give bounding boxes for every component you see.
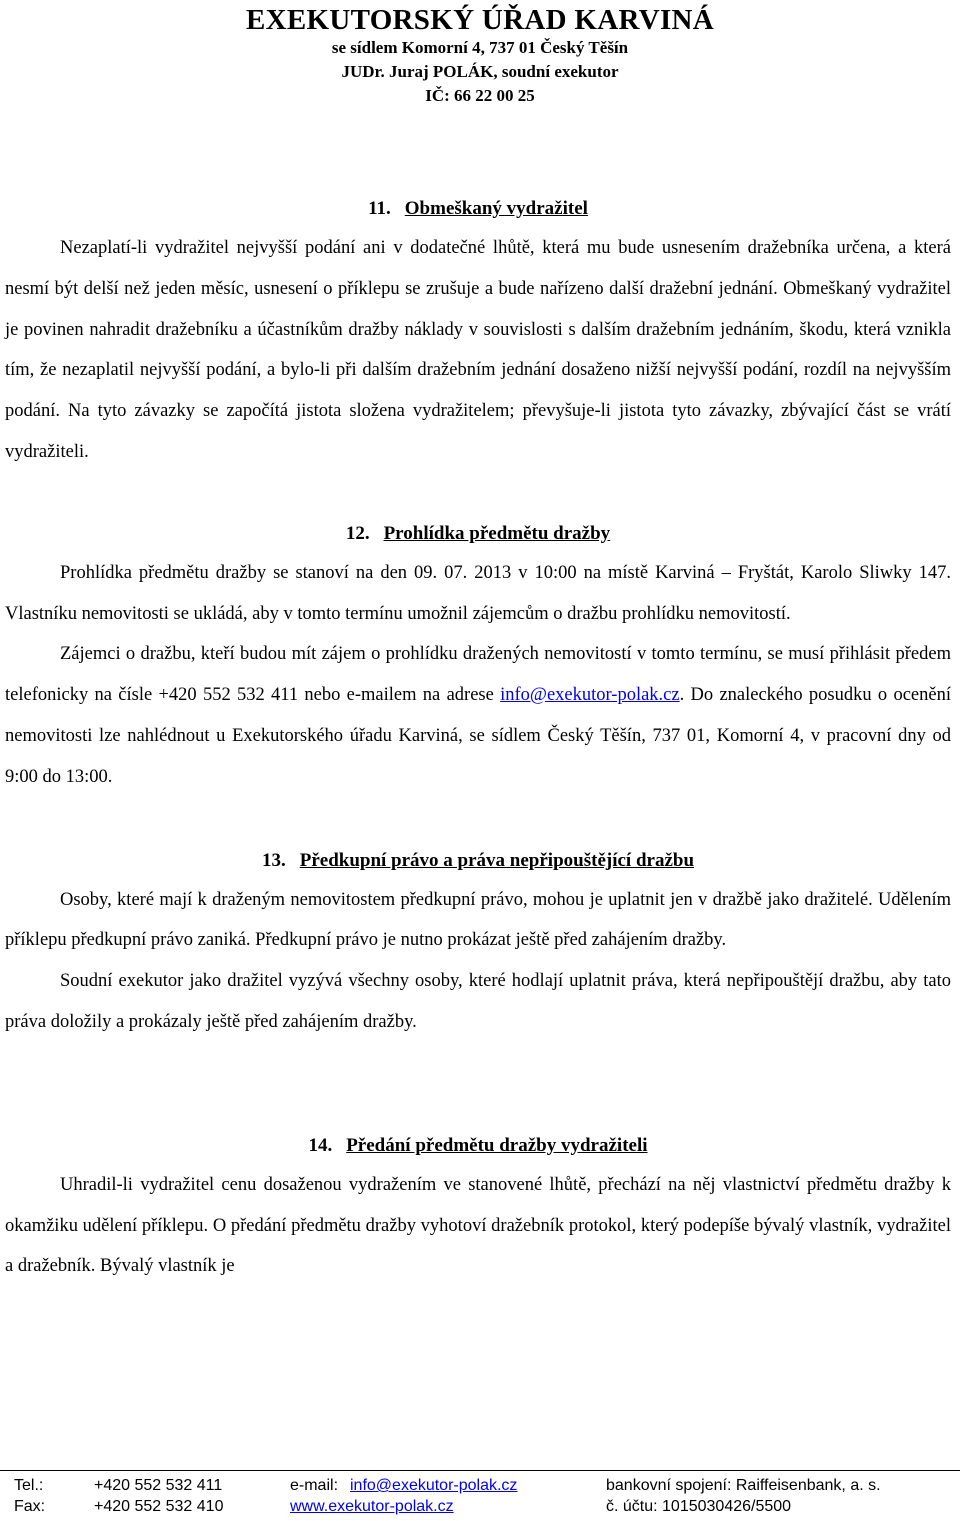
footer-email-link[interactable]: info@exekutor-polak.cz — [350, 1477, 518, 1494]
document-body — [5, 190, 951, 1287]
tel-label: Tel.: — [14, 1477, 44, 1494]
section-11-heading — [5, 190, 951, 228]
office-title: EXEKUTORSKÝ ÚŘAD KARVINÁ — [245, 4, 715, 36]
email-label: e-mail: — [290, 1477, 339, 1494]
section-title: Obmeškaný vydražitel — [404, 198, 588, 219]
section-number: 13. — [261, 849, 286, 871]
section-title: Předkupní právo a práva nepřipouštějící dražbu — [299, 849, 695, 871]
section-12-heading — [5, 515, 951, 553]
section-13-heading — [5, 842, 951, 880]
section-14-heading — [5, 1127, 951, 1165]
paragraph-text: Zájemci o dražbu, kteří budou mít zájem o prohlídku dražených nemovitostí v tomto termínu, se musí přihlásit předem telefonicky na čísle +420 552 532 411 nebo e-mailem na adrese — [5, 644, 951, 706]
fax-label: Fax: — [14, 1498, 46, 1515]
executor-name: JUDr. Juraj POLÁK, soudní exekutor — [341, 62, 619, 81]
paragraph-text: . Do znaleckého posudku o ocenění nemovitosti lze nahlédnout u Exekutorského úřadu Karviná, se sídlem Český Těšín, 737 01, Komorní 4, v pracovní dny od 9:00 do 13:00. — [5, 685, 951, 787]
section-13-paragraph-2: Soudní exekutor jako dražitel vyzývá všechny osoby, které hodlají uplatnit práva, která nepřipouštějí dražbu, aby tato práva doložily a prokázaly ještě před zahájením dražby. — [5, 971, 951, 1032]
page-footer — [0, 1470, 960, 1521]
section-title: Prohlídka předmětu dražby — [383, 522, 611, 544]
section-13-paragraph-1: Osoby, které mají k draženým nemovitostem předkupní právo, mohou je uplatnit jen v dražbě jako dražitelé. Udělením příklepu předkupní právo zaniká. Předkupní právo je nutno prokázat ještě před zahájením dražby. — [5, 889, 951, 951]
letterhead — [0, 4, 960, 108]
section-title: Předání předmětu dražby vydražiteli — [346, 1134, 648, 1156]
company-id: IČ: 66 22 00 25 — [425, 86, 535, 105]
section-11-paragraph: Nezaplatí-li vydražitel nejvyšší podání ani v dodatečné lhůtě, která mu bude usnesením dražebníka určena, a která nesmí být delší než jeden měsíc, usnesení o příklepu se zrušuje a bude nařízeno další dražební jednání. Obmeškaný vydražitel je povinen nahradit dražebníku a účastníkům dražby náklady v souvislosti s dalším dražebním jednáním, škodu, která vznikla tím, že nezaplatil nejvyšší podání, a bylo-li při dalším dražebním jednání dosaženo nižší nejvyšší podání, rozdíl na nejvyšším podání. Na tyto závazky se započítá jistota složena vydražitelem; převyšuje-li jistota tyto závazky, zbývající část se vrátí vydražiteli. — [5, 238, 951, 462]
bank-info: bankovní spojení: Raiffeisenbank, a. s. — [606, 1477, 881, 1494]
section-12-paragraph-1: Prohlídka předmětu dražby se stanoví na den 09. 07. 2013 v 10:00 na místě Karviná – Fryštát, Karolo Sliwky 147. Vlastníku nemovitosti se ukládá, aby v tomto termínu umožnil zájemcům o dražbu prohlídku nemovitostí. — [5, 562, 951, 624]
section-number: 11. — [368, 198, 391, 219]
section-14-paragraph: Uhradil-li vydražitel cenu dosaženou vydražením ve stanovené lhůtě, přechází na něj vlastnictví předmětu dražby k okamžiku udělení příklepu. O předání předmětu dražby vyhotoví dražebník protokol, který podepíše bývalý vlastník, vydražitel a dražebník. Bývalý vlastník je — [5, 1174, 951, 1277]
account-number: č. účtu: 1015030426/5500 — [606, 1498, 792, 1515]
section-number: 14. — [308, 1134, 333, 1156]
section-12-paragraph-2 — [5, 634, 951, 797]
office-address: se sídlem Komorní 4, 737 01 Český Těšín — [331, 38, 629, 57]
section-number: 12. — [345, 522, 370, 544]
fax-number: +420 552 532 410 — [94, 1498, 224, 1515]
email-link[interactable]: info@exekutor-polak.cz — [500, 685, 680, 706]
tel-number: +420 552 532 411 — [94, 1477, 223, 1494]
website-link[interactable]: www.exekutor-polak.cz — [290, 1498, 454, 1515]
